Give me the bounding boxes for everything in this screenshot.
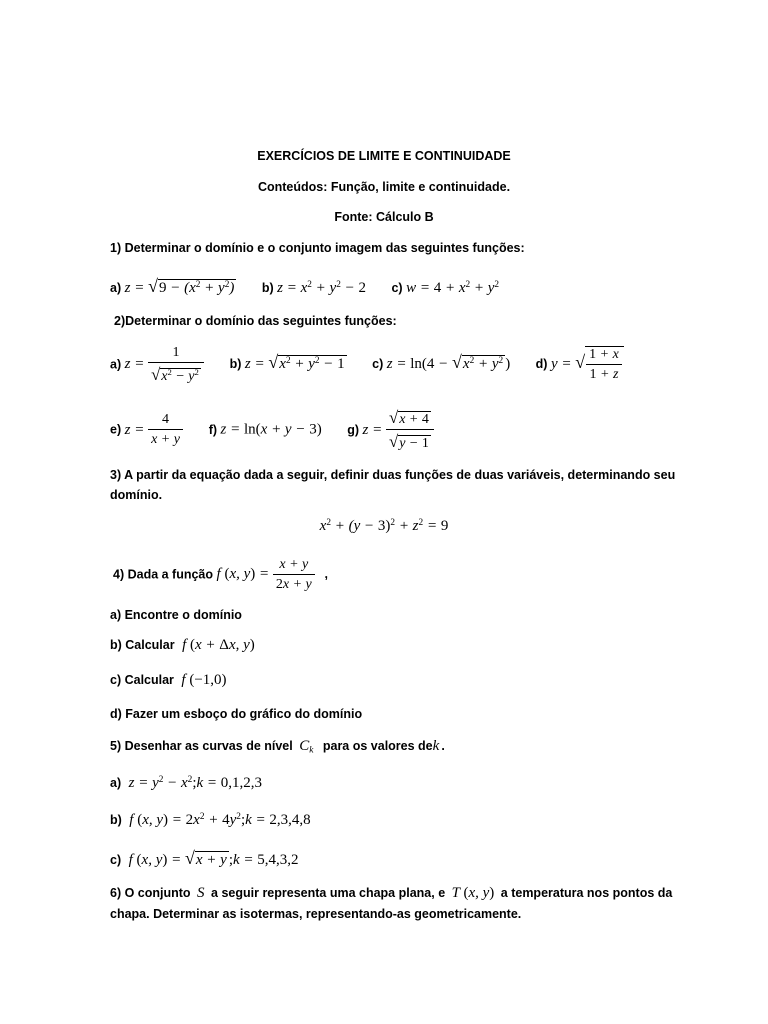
question-4-c: c) Calcular f (−1,0) [110,672,227,688]
q1-formula-c: $w = 4 + x^2 + y^2$ [406,279,500,296]
question-2-row-2: e) z = $\frac{4}{x + y}$ f) z = ln(x + y − 3) g) z = $\frac{√x + 4}{√y - 1}$ [110,408,434,452]
q1-formula-b: $z = x^2 + y^2 - 2$ [277,279,366,296]
source-line: Fonte: Cálculo B [334,210,434,224]
q2-formula-f: z = ln(x + y − 3) [220,421,322,438]
q4-function: f (x, y) = $\frac{x + y}{2x + y}$ [217,566,319,582]
question-5-b: b) f (x, $y) = 2x^2$ + $4y^2;k = 2,3,4,8$ [110,811,311,828]
question-4-intro: 4) Dada a função f (x, y) = $\frac{x + y}{2x + y}$ , [113,557,328,592]
question-3-line-2: domínio. [110,488,163,502]
question-6-line-2: chapa. Determinar as isotermas, representando-as geometricamente. [110,907,522,921]
question-5-a: a) $z = y^2$ − $x^2;k = 0,1,2,3$ [110,774,263,791]
question-4-a: a) Encontre o domínio [110,608,242,622]
question-1-items: a) $z = √9 - (x^2 + y^2)$ b) $z = x^2 + y^2 - 2$ c) $w = 4 + x^2 + y^2$ [110,276,500,296]
question-1-text: 1) Determinar o domínio e o conjunto imagem das seguintes funções: [110,241,525,255]
question-6-line-1: 6) O conjunto S a seguir representa uma chapa plana, e T (x, y) a temperatura nos pontos da [110,885,673,901]
contents-line: Conteúdos: Função, limite e continuidade. [257,180,511,194]
q2-formula-b: $z = √x^2 + y^2 - 1$ [244,352,345,373]
document-title: EXERCÍCIOS DE LIMITE E CONTINUIDADE [257,149,511,163]
q2-formula-c: $z = \ln(4 - √x^2 + y^2$ ) [386,352,511,373]
question-5-text: 5) Desenhar as curvas de nível $C_k$ para os valores dek . [110,738,445,756]
question-4-d: d) Fazer um esboço do gráfico do domínio [110,707,363,721]
question-2-row-1: a) z = $\frac{1}{√x^2 - y^2}$ b) $z = √x^2 + y^2 - 1$ c) $z = \ln(4 - √x^2 + y^2$ ) d) y = √ $\frac{1 + x}{1 + z}$ [110,345,624,385]
question-4-b: b) Calcular f (x + Δx, y) [110,637,255,653]
question-2-text: 2)Determinar o domínio das seguintes funções: [114,314,397,328]
q2-formula-a: z = $\frac{1}{√x^2 - y^2}$ [125,356,208,372]
q2-formula-e: z = $\frac{4}{x + y}$ [125,422,187,438]
q2-formula-d: y = √ $\frac{1 + x}{1 + z}$ [551,356,624,372]
q2-formula-g: z = $\frac{√x + 4}{√y - 1}$ [363,422,434,438]
question-5-c: c) f (x, y) = √x + y ;k = 5,4,3,2 [110,848,299,868]
q1-formula-a: $z = √9 - (x^2 + y^2)$ [124,276,235,296]
question-3-line-1: 3) A partir da equação dada a seguir, definir duas funções de duas variáveis, determinando seu [110,468,676,482]
question-3-equation: $x^2 + (y - 3)^2 + z^2 = 9$ [319,517,449,534]
